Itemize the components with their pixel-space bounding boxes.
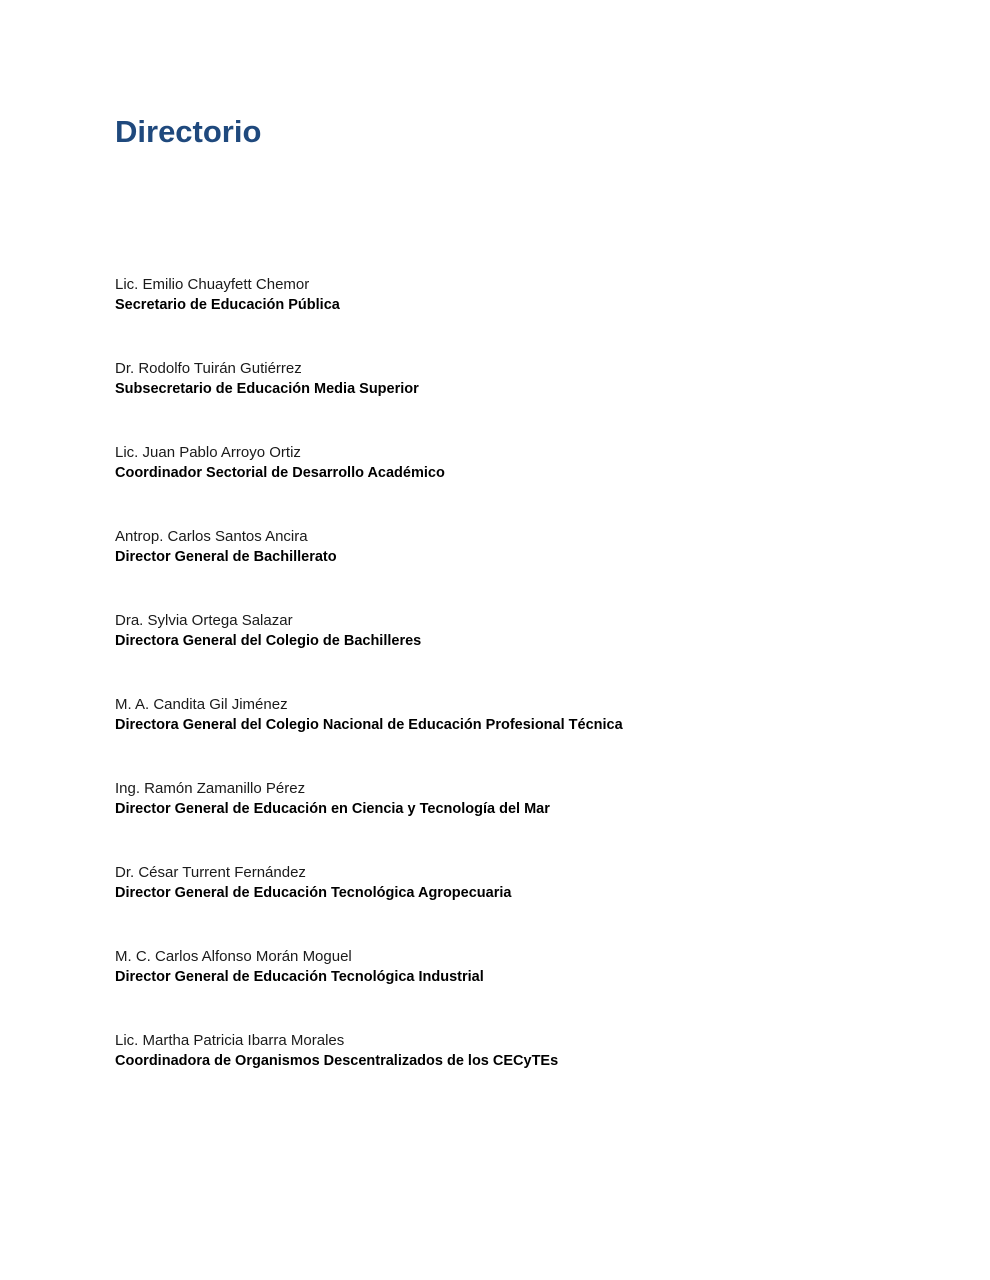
directory-entry [115,610,915,694]
person-role: Secretario de Educación Pública [115,297,340,313]
person-role: Director General de Educación Tecnológica Industrial [115,969,484,985]
person-name: Antrop. Carlos Santos Ancira [115,528,308,545]
person-name: M. C. Carlos Alfonso Morán Moguel [115,948,352,965]
person-role: Directora General del Colegio de Bachilleres [115,633,422,649]
person-name: M. A. Candita Gil Jiménez [115,696,288,713]
directory-entry [115,526,915,610]
person-name: Dr. Rodolfo Tuirán Gutiérrez [115,360,302,377]
directory-entry [115,1030,915,1114]
person-name: Dra. Sylvia Ortega Salazar [115,612,293,629]
directory-entry [115,778,915,862]
directory-entry [115,862,915,946]
person-name: Dr. César Turrent Fernández [115,864,306,881]
directory-entry [115,274,915,358]
person-role: Coordinadora de Organismos Descentralizados de los CECyTEs [115,1053,559,1069]
directory-list [115,274,915,1114]
person-role: Coordinador Sectorial de Desarrollo Académico [115,465,445,481]
person-role: Directora General del Colegio Nacional de Educación Profesional Técnica [115,717,623,733]
person-name: Lic. Juan Pablo Arroyo Ortiz [115,444,301,461]
directory-entry [115,694,915,778]
person-role: Director General de Bachillerato [115,549,337,565]
directory-entry [115,358,915,442]
person-name: Lic. Emilio Chuayfett Chemor [115,276,310,293]
person-role: Director General de Educación en Ciencia y Tecnología del Mar [115,801,550,817]
directory-entry [115,946,915,1030]
person-role: Subsecretario de Educación Media Superior [115,381,419,397]
page-title: Directorio [115,114,262,149]
person-role: Director General de Educación Tecnológica Agropecuaria [115,885,512,901]
directory-entry [115,442,915,526]
person-name: Lic. Martha Patricia Ibarra Morales [115,1032,345,1049]
person-name: Ing. Ramón Zamanillo Pérez [115,780,306,797]
